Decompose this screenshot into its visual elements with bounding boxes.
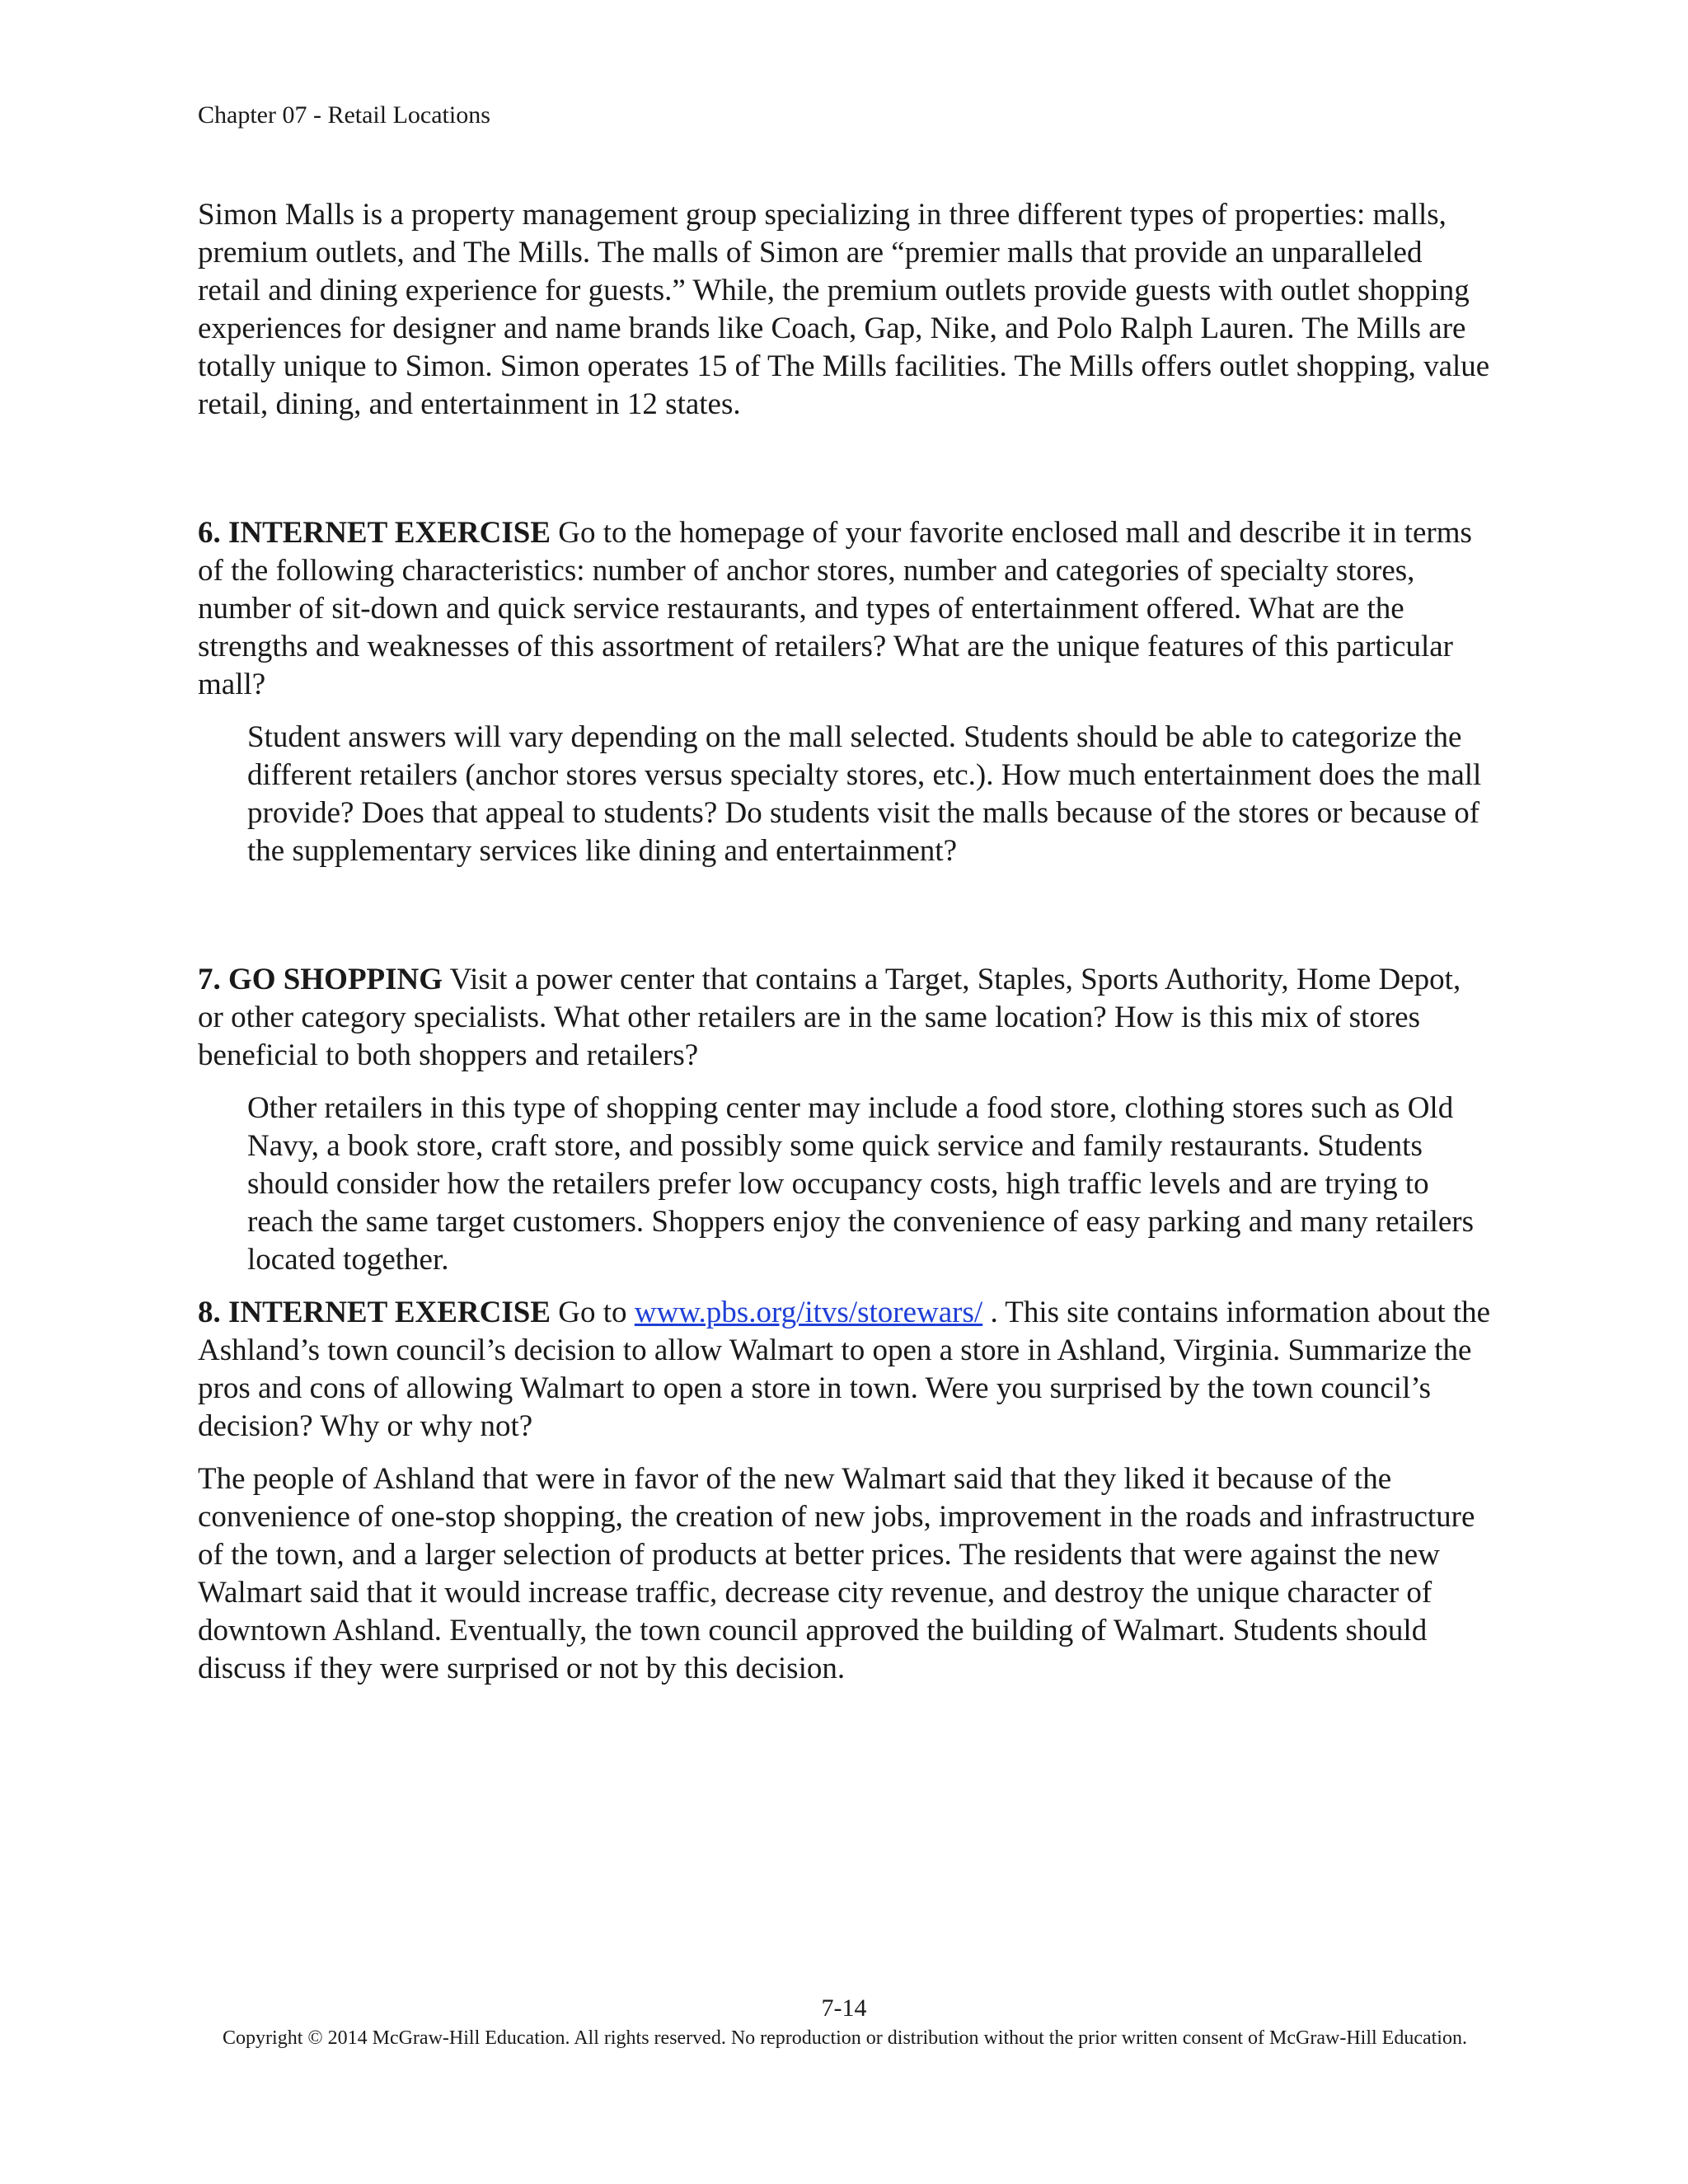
page-body <box>198 196 1492 1688</box>
question-6-label: 6. INTERNET EXERCISE <box>198 516 551 550</box>
question-8 <box>198 1294 1492 1446</box>
copyright-notice: Copyright © 2014 McGraw-Hill Education. All rights reserved. No reproduction or distribution without the prior written consent of McGraw-Hill Education. <box>223 2027 1467 2049</box>
question-7-label: 7. GO SHOPPING <box>198 963 443 996</box>
answer-8: The people of Ashland that were in favor of the new Walmart said that they liked it because of the convenience of one-stop shopping, the creation of new jobs, improvement in the roads and infrastructure of the town, and a larger selection of products at better prices. The residents that were against the new Walmart said that it would increase traffic, decrease city revenue, and destroy the unique character of downtown Ashland. Eventually, the town council approved the building of Walmart. Students should discuss if they were surprised or not by this decision. <box>198 1462 1475 1685</box>
storewars-link[interactable]: www.pbs.org/itvs/storewars/ <box>634 1296 983 1329</box>
question-8-label: 8. INTERNET EXERCISE <box>198 1296 551 1329</box>
question-7 <box>198 961 1492 1075</box>
question-7-text: Visit a power center that contains a Target, Staples, Sports Authority, Home Depot, or other category specialists. What other retailers are in the same location? How is this mix of stores beneficial to both shoppers and retailers? <box>198 963 1461 1072</box>
question-8-text-after: . This site contains information about the Ashland’s town council’s decision to allow Walmart to open a store in Ashland, Virginia. Summarize the pros and cons of allowing Walmart to open a store in town. Were you surprised by the town council’s decision? Why or why not? <box>198 1296 1491 1443</box>
question-6 <box>198 514 1492 704</box>
question-6-text: Go to the homepage of your favorite enclosed mall and describe it in terms of the following characteristics: number of anchor stores, number and categories of specialty stores, number of sit-down and quick service restaurants, and types of entertainment offered. What are the strengths and weaknesses of this assortment of retailers? What are the unique features of this particular mall? <box>198 516 1472 701</box>
question-8-text-before: Go to <box>551 1296 635 1329</box>
answer-7: Other retailers in this type of shopping center may include a food store, clothing stores such as Old Navy, a book store, craft store, and possibly some quick service and family restaurants. Students should consider how the retailers prefer low occupancy costs, high traffic levels and are trying to reach the same target customers. Shoppers enjoy the convenience of easy parking and many retailers located together. <box>247 1091 1475 1277</box>
page-number: 7-14 <box>821 1994 867 2022</box>
intro-paragraph: Simon Malls is a property management group specializing in three different types of properties: malls, premium outlets, and The Mills. The malls of Simon are “premier malls that provide an unparalleled retail and dining experience for guests.” While, the premium outlets provide guests with outlet shopping experiences for designer and name brands like Coach, Gap, Nike, and Polo Ralph Lauren. The Mills are totally unique to Simon. Simon operates 15 of The Mills facilities. The Mills offers outlet shopping, value retail, dining, and entertainment in 12 states. <box>198 198 1490 421</box>
running-header: Chapter 07 - Retail Locations <box>198 101 490 129</box>
answer-6: Student answers will vary depending on the mall selected. Students should be able to categorize the different retailers (anchor stores versus specialty stores, etc.). How much entertainment does the mall provide? Does that appeal to students? Do students visit the malls because of the stores or because of the supplementary services like dining and entertainment? <box>247 720 1482 868</box>
